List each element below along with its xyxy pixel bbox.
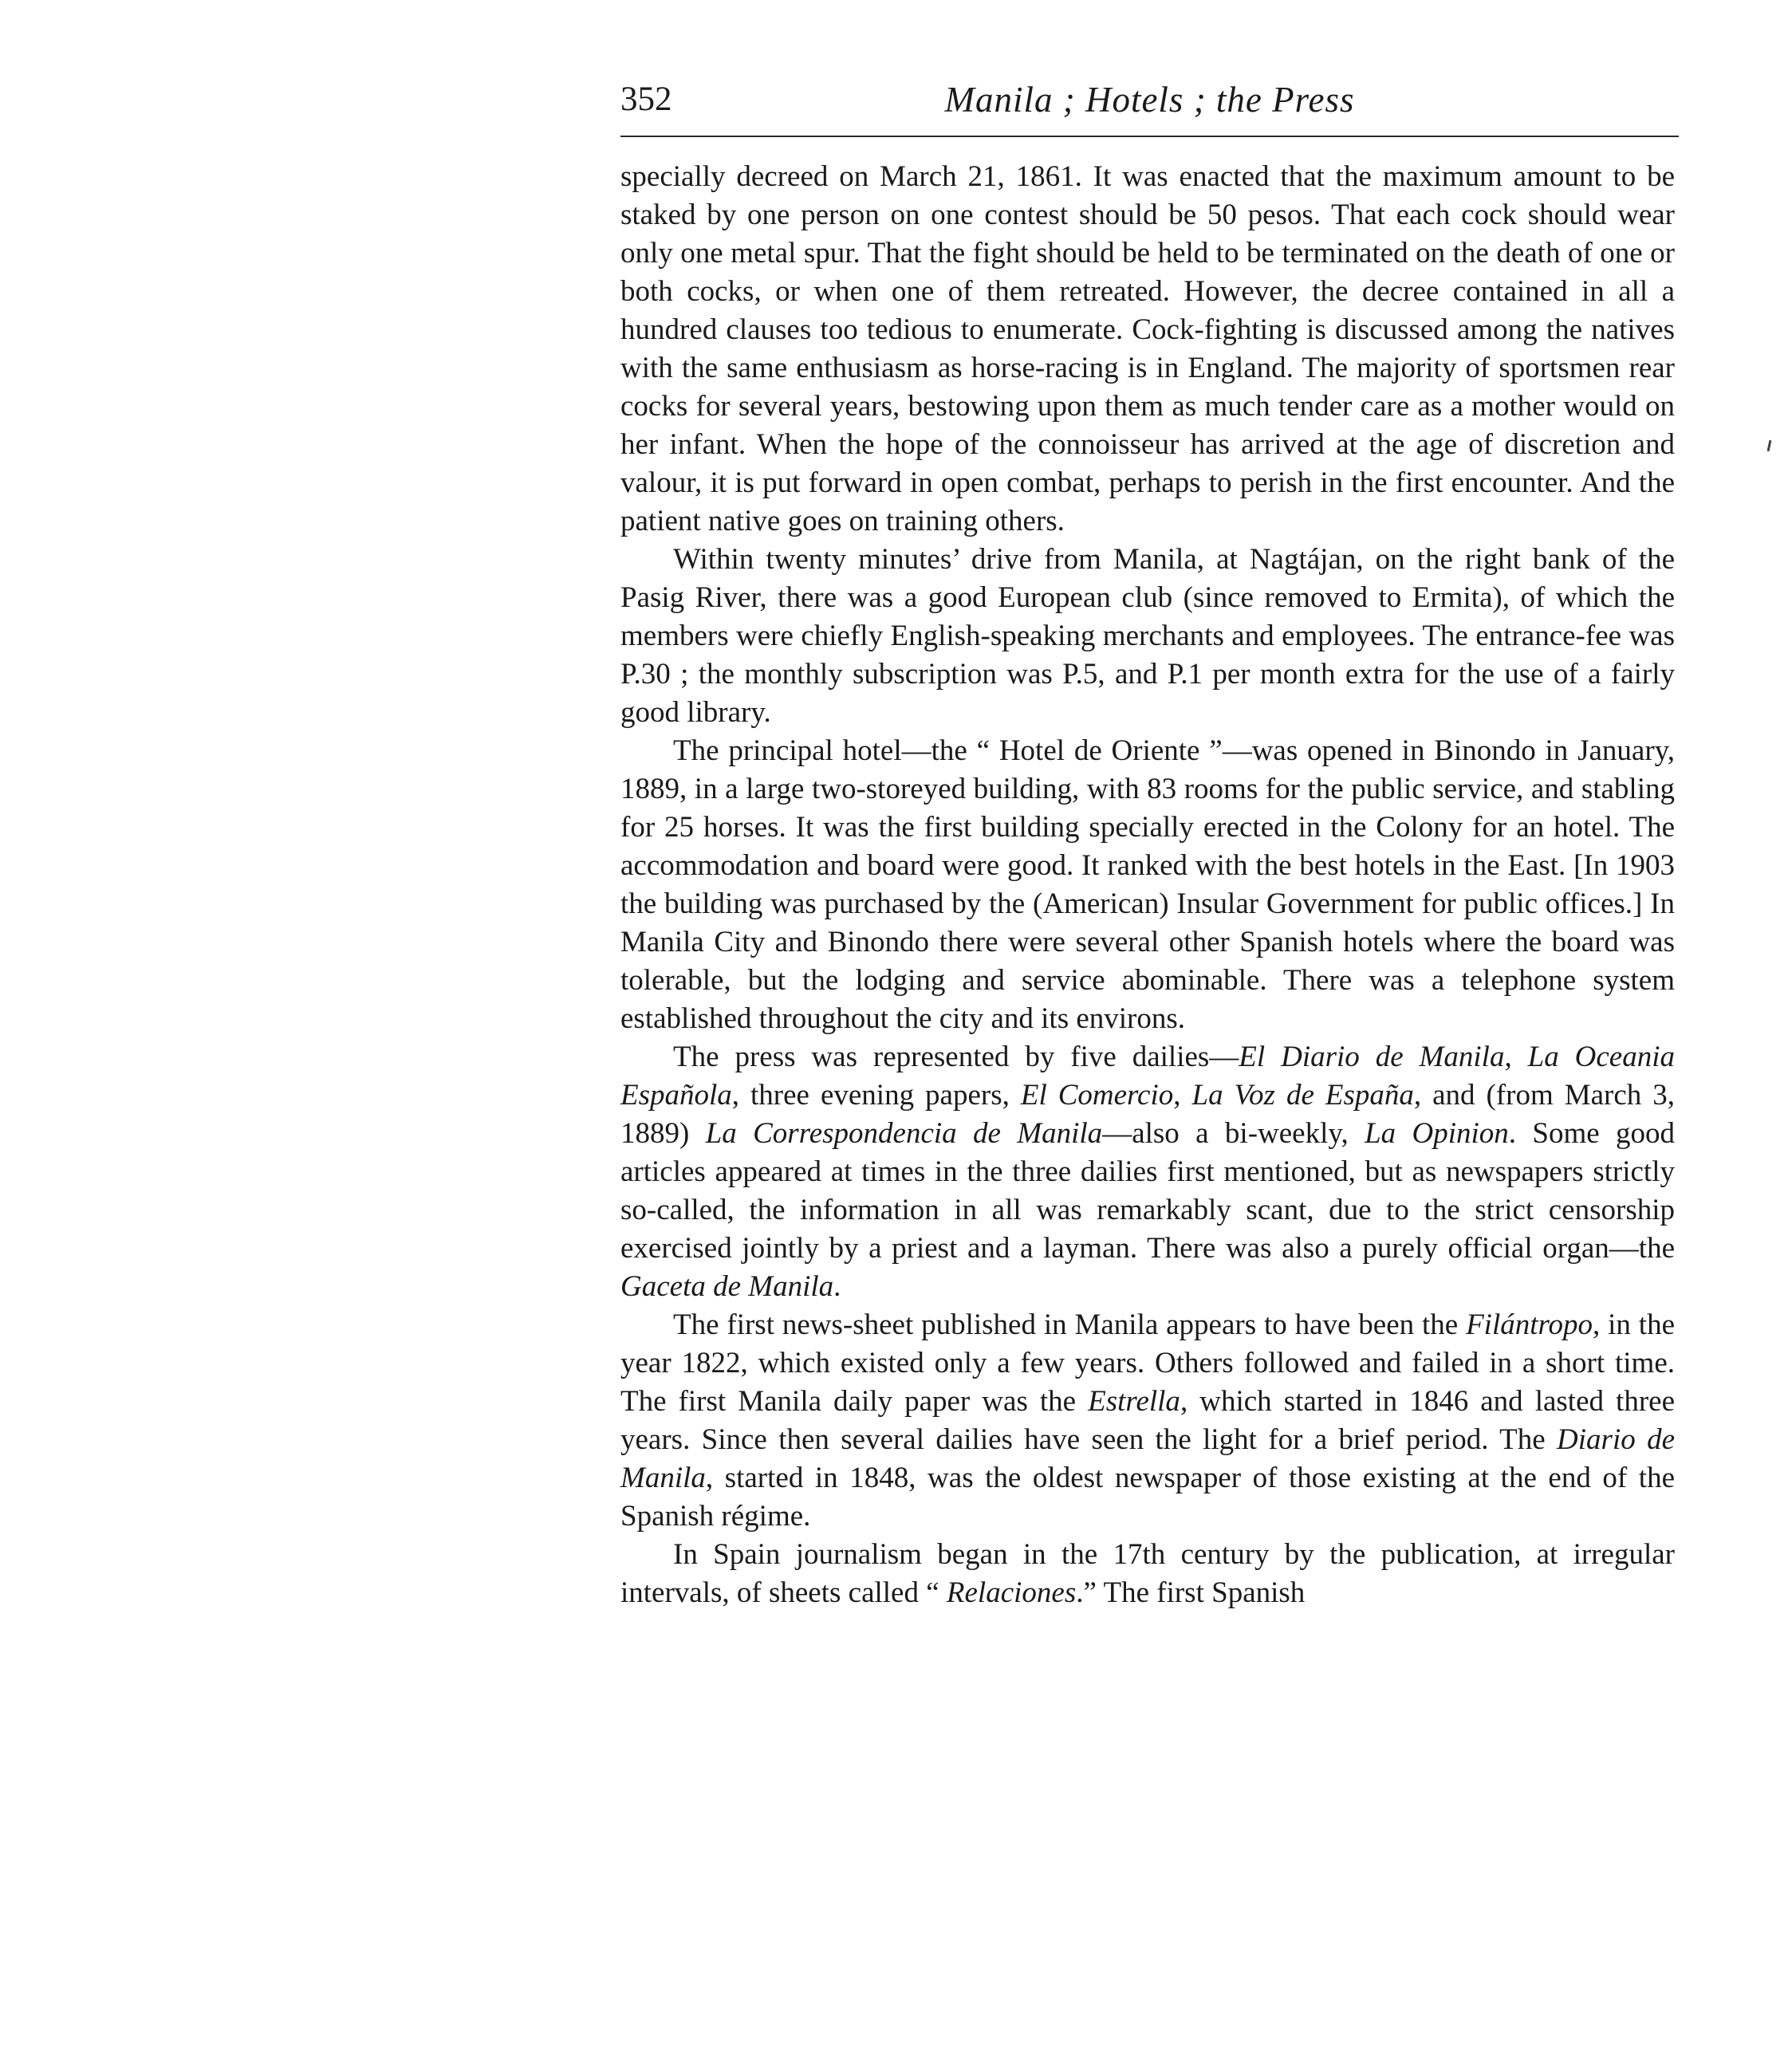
italic-title: Estrella xyxy=(1088,1385,1180,1418)
italic-title: La Opinion xyxy=(1365,1117,1509,1150)
text-run: specially decreed on March 21, 1861. It was enacted that the maximum amount to be staked by one person on one contest should be 50 pesos. That each cock should wear only one metal spur. That the fight should be held to be terminated on the death of one or both cocks, or when one of them retreated. However, the decree contained in all a hundred clauses too tedious to enumerate. Cock-fighting is discussed among the natives with the same enthusiasm as horse-racing is in England. The majority of sportsmen rear cocks for several years, bestowing upon them as much tender care as a mother would on her infant. When the hope of the connoisseur has arrived at the age of discretion and valour, it is put forward in open combat, perhaps to perish in the first encounter. And the patient native goes on training others. xyxy=(620,160,1675,537)
text-run: , which started in 1846 and lasted three years. Since then several dailies have seen the light for a brief period. The xyxy=(620,1385,1675,1456)
text-run: In Spain journalism began in the 17th century by the publication, at irregular intervals, of sheets called “ xyxy=(620,1538,1675,1609)
text-run: The first news-sheet published in Manila appears to have been the xyxy=(673,1308,1467,1341)
text-run: Within twenty minutes’ drive from Manila, at Nagtájan, on the right bank of the Pasig River, there was a good European club (since removed to Ermita), of which the members were chiefly English-speaking merchants and employees. The entrance-fee was P.30 ; the monthly subscription was P.5, and P.1 per month extra for the use of a fairly good library. xyxy=(620,543,1675,729)
running-head: Manila ; Hotels ; the Press xyxy=(944,80,1355,120)
text-run: , started in 1848, was the oldest newspaper of those existing at the end of the Spanish régime. xyxy=(620,1462,1675,1533)
text-run: . Some good articles appeared at times in the three dailies first mentioned, but as newspapers strictly so-called, the information in all was remarkably scant, due to the strict censorship exercised jointly by a priest and a layman. There was also a purely official organ—the xyxy=(620,1117,1676,1265)
text-run: The principal hotel—the “ Hotel de Oriente ”—was opened in Binondo in January, 1889, in a large two-storeyed building, with 83 rooms for the public service, and stabling for 25 horses. It was the first building specially erected in the Colony for an hotel. The accommodation and board were good. It ranked with the best hotels in the East. [In 1903 the building was purchased by the (American) Insular Government for public offices.] In Manila City and Binondo there were several other Spanish hotels where the board was tolerable, but the lodging and service abominable. There was a telephone system established throughout the city and its environs. xyxy=(620,734,1675,1035)
italic-title: La Oceania Española xyxy=(620,1041,1675,1112)
text-run: , xyxy=(1504,1041,1528,1073)
italic-title: La Correspondencia de Manila xyxy=(705,1117,1103,1150)
paragraph xyxy=(620,1038,1675,1306)
text-run: The press was represented by five dailies— xyxy=(673,1041,1239,1073)
text-run: , and (from March 3, 1889) xyxy=(620,1079,1675,1150)
paragraph xyxy=(620,1306,1675,1536)
text-run: .” The first Spanish xyxy=(1076,1576,1306,1609)
paragraph xyxy=(620,1536,1675,1612)
body-text xyxy=(620,158,1675,1612)
paragraph xyxy=(620,158,1675,541)
paragraph xyxy=(620,541,1675,732)
text-run: , three evening papers, xyxy=(731,1079,1021,1112)
text-run: —also a bi-weekly, xyxy=(1102,1117,1365,1150)
italic-title: Filántropo xyxy=(1466,1308,1593,1341)
italic-title: La Voz de España xyxy=(1191,1079,1414,1112)
italic-title: Diario de Manila xyxy=(620,1423,1675,1494)
text-run: , xyxy=(1173,1079,1192,1112)
italic-title: Gaceta de Manila xyxy=(620,1270,834,1303)
text-run: . xyxy=(833,1270,841,1303)
header-rule xyxy=(620,136,1679,137)
page-number: 352 xyxy=(620,81,672,118)
italic-title: Relaciones xyxy=(946,1576,1077,1609)
paragraph xyxy=(620,732,1675,1038)
text-run: , in the year 1822, which existed only a few years. Others followed and failed in a short time. The first Manila daily paper was the xyxy=(620,1308,1675,1418)
italic-title: El Diario de Manila xyxy=(1239,1041,1505,1073)
italic-title: El Comercio xyxy=(1020,1079,1174,1112)
margin-mark xyxy=(1767,440,1772,451)
page-header xyxy=(620,72,1679,128)
